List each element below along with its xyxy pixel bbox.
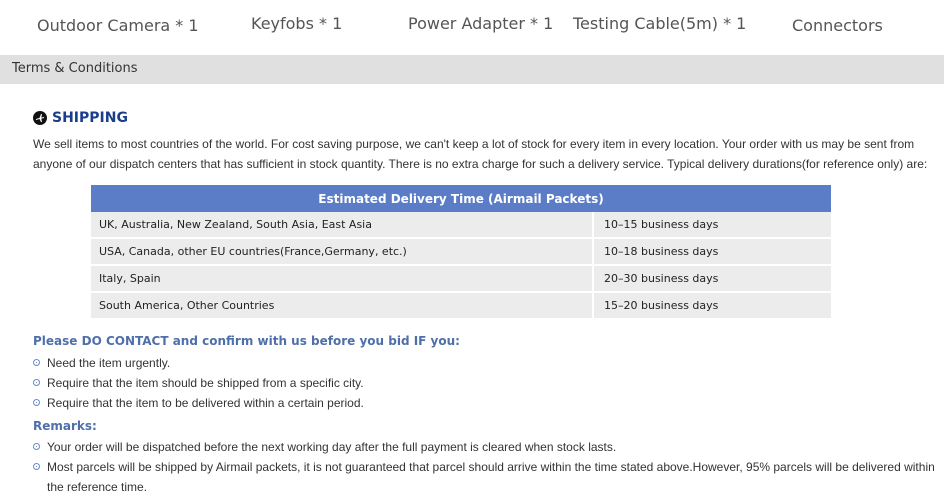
list-item-text: Your order will be dispatched before the next working day after the full payment is cleared when stock lasts. — [47, 440, 617, 454]
region-cell: South America, Other Countries — [91, 293, 592, 320]
terms-conditions-title: Terms & Conditions — [12, 61, 138, 76]
airplane-icon — [33, 111, 47, 125]
bullet-icon — [33, 443, 40, 450]
list-item — [33, 393, 364, 413]
delivery-table-header: Estimated Delivery Time (Airmail Packets) — [91, 185, 831, 212]
list-item — [33, 457, 938, 497]
shipping-intro-text: We sell items to most countries of the world. For cost saving purpose, we can't keep a lot of stock for every item in every location. Your order with us may be sent from anyone of our dispatch centers that has sufficient in stock quantity. There is no extra charge for such a delivery service. Typical delivery durations(for reference only) are: — [33, 137, 928, 171]
package-item-power-adapter: Power Adapter * 1 — [408, 14, 554, 33]
terms-conditions-bar — [0, 55, 944, 84]
shipping-title: SHIPPING — [52, 110, 128, 126]
list-item — [33, 437, 938, 457]
contact-conditions-list — [33, 353, 364, 413]
remarks-list — [33, 437, 938, 497]
list-item-text: Require that the item should be shipped from a specific city. — [47, 376, 364, 390]
contact-heading: Please DO CONTACT and confirm with us before you bid IF you: — [33, 334, 460, 348]
bullet-icon — [33, 359, 40, 366]
package-item-keyfobs: Keyfobs * 1 — [251, 14, 343, 33]
delivery-time-cell: 10–15 business days — [592, 212, 831, 239]
remarks-heading: Remarks: — [33, 419, 97, 433]
package-item-testing-cable: Testing Cable(5m) * 1 — [573, 14, 747, 33]
delivery-time-table — [91, 185, 831, 320]
bullet-icon — [33, 379, 40, 386]
table-row — [91, 266, 831, 293]
list-item-text: Need the item urgently. — [47, 356, 171, 370]
table-row — [91, 293, 831, 320]
shipping-heading — [33, 108, 128, 128]
bullet-icon — [33, 399, 40, 406]
list-item — [33, 373, 364, 393]
table-row — [91, 239, 831, 266]
delivery-time-cell: 10–18 business days — [592, 239, 831, 266]
package-item-connectors: Connectors — [792, 16, 883, 35]
package-contents-row — [0, 0, 944, 55]
delivery-time-cell: 20–30 business days — [592, 266, 831, 293]
region-cell: USA, Canada, other EU countries(France,Germany, etc.) — [91, 239, 592, 266]
package-item-camera: Outdoor Camera * 1 — [37, 16, 199, 35]
table-row — [91, 212, 831, 239]
list-item-text: Most parcels will be shipped by Airmail packets, it is not guaranteed that parcel should arrive within the time stated above.However, 95% parcels will be delivered within the reference time. — [47, 460, 935, 494]
region-cell: UK, Australia, New Zealand, South Asia, East Asia — [91, 212, 592, 239]
bullet-icon — [33, 463, 40, 470]
list-item — [33, 353, 364, 373]
delivery-time-cell: 15–20 business days — [592, 293, 831, 320]
region-cell: Italy, Spain — [91, 266, 592, 293]
list-item-text: Require that the item to be delivered within a certain period. — [47, 396, 364, 410]
